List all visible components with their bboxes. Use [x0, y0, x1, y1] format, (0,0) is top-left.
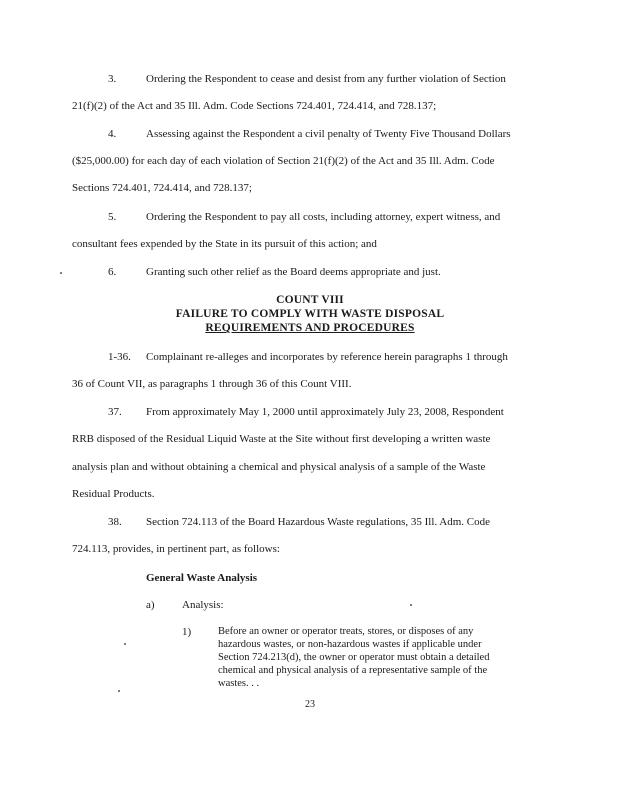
item-3-line-2: 21(f)(2) of the Act and 35 Ill. Adm. Code Sections 724.401, 724.414, and 728.137; — [72, 100, 437, 112]
regulation-1-line: chemical and physical analysis of a representative sample of the — [218, 665, 488, 676]
regulation-a-label: a) — [146, 599, 155, 611]
para-37-line-2: RRB disposed of the Residual Liquid Waste at the Site without first developing a written waste — [72, 433, 491, 445]
regulation-1-line: Section 724.213(d), the owner or operator must obtain a detailed — [218, 652, 490, 663]
page-number: 23 — [305, 699, 315, 710]
item-6-number: 6. — [108, 266, 117, 278]
regulation-1-text — [218, 625, 518, 690]
item-4-line-1: Assessing against the Respondent a civil penalty of Twenty Five Thousand Dollars — [146, 128, 511, 140]
item-4-line-2: ($25,000.00) for each day of each violation of Section 21(f)(2) of the Act and 35 Ill. Adm. Code — [72, 155, 495, 167]
item-5-line-1: Ordering the Respondent to pay all costs, including attorney, expert witness, and — [146, 211, 501, 223]
item-5-number: 5. — [108, 211, 117, 223]
scan-speck — [118, 690, 120, 692]
item-5-line-2: consultant fees expended by the State in its pursuit of this action; and — [72, 238, 377, 250]
para-38-number: 38. — [108, 516, 122, 528]
scan-speck — [124, 643, 126, 645]
para-1-36-line-1: Complainant re-alleges and incorporates by reference herein paragraphs 1 through — [146, 351, 508, 363]
regulation-1-label: 1) — [182, 626, 192, 638]
count-subtitle-2 — [0, 321, 620, 335]
count-title: COUNT VIII — [276, 294, 344, 306]
para-37-line-4: Residual Products. — [72, 488, 155, 500]
scan-speck — [410, 604, 412, 606]
regulation-1-line: Before an owner or operator treats, stores, or disposes of any — [218, 626, 474, 637]
regulation-heading: General Waste Analysis — [146, 572, 258, 584]
count-subtitle-1: FAILURE TO COMPLY WITH WASTE DISPOSAL — [175, 308, 445, 320]
scan-speck — [60, 272, 62, 274]
item-3-line-1: Ordering the Respondent to cease and desist from any further violation of Section — [146, 73, 506, 85]
para-37-line-1: From approximately May 1, 2000 until approximately July 23, 2008, Respondent — [146, 406, 504, 418]
para-37-number: 37. — [108, 406, 122, 418]
para-38-line-1: Section 724.113 of the Board Hazardous Waste regulations, 35 Ill. Adm. Code — [146, 516, 491, 528]
regulation-1-line: wastes. . . — [218, 678, 260, 689]
item-4-line-3: Sections 724.401, 724.414, and 728.137; — [72, 182, 252, 194]
para-1-36-number: 1-36. — [108, 351, 131, 363]
regulation-a-text: Analysis: — [182, 599, 224, 611]
para-1-36-line-2: 36 of Count VII, as paragraphs 1 through 36 of this Count VIII. — [72, 378, 352, 390]
item-3-number: 3. — [108, 73, 117, 85]
para-37-line-3: analysis plan and without obtaining a chemical and physical analysis of a sample of the Waste — [72, 461, 486, 473]
item-4-number: 4. — [108, 128, 117, 140]
count-subtitle-2-text: REQUIREMENTS AND PROCEDURES — [205, 322, 415, 334]
para-38-line-2: 724.113, provides, in pertinent part, as follows: — [72, 543, 280, 555]
item-6-line-1: Granting such other relief as the Board deems appropriate and just. — [146, 266, 441, 278]
regulation-1-line: hazardous wastes, or non-hazardous wastes if applicable under — [218, 639, 482, 650]
